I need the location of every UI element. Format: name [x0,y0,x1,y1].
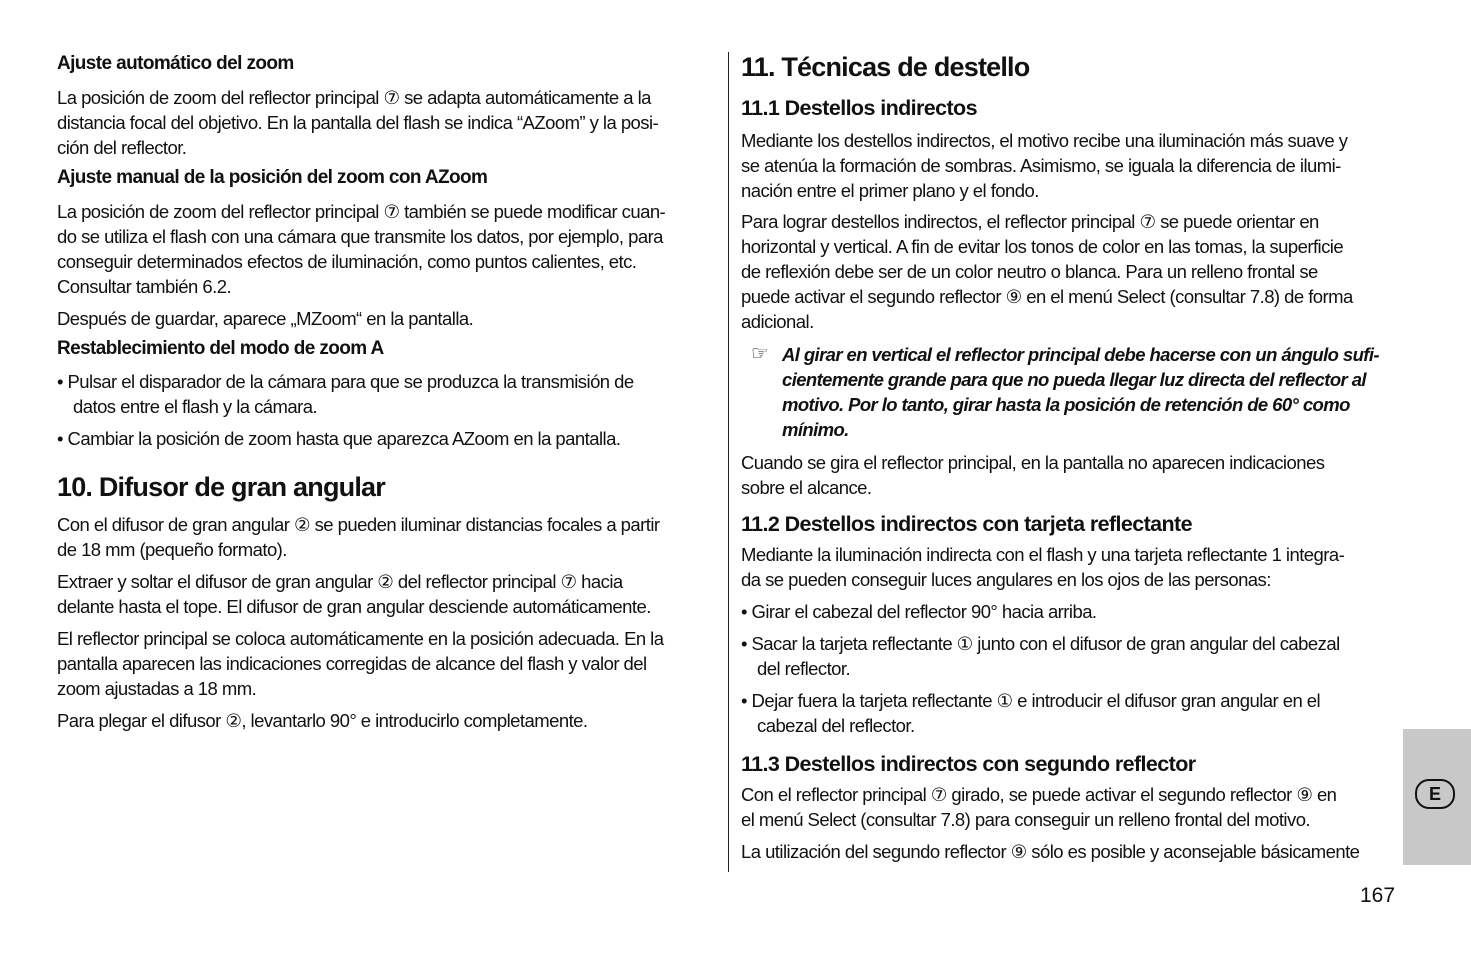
text-line: delante hasta el tope. El difusor de gran angular desciende automáticamente. [57,596,651,617]
s11-1-paragraph-1 [741,128,1401,203]
section-11-2-heading: 11.2 Destellos indirectos con tarjeta reflectante [741,512,1192,536]
text-line: La posición de zoom del reflector principal ⑦ también se puede modificar cuan- [57,201,666,222]
text-line: motivo. Por lo tanto, girar hasta la posición de retención de 60° como [782,394,1350,415]
text-line: Cuando se gira el reflector principal, en la pantalla no aparecen indicaciones [741,452,1325,473]
text-line: distancia focal del objetivo. En la pantalla del flash se indica “AZoom” y la posi- [57,112,659,133]
s11-3-paragraph-1 [741,782,1401,832]
text-line: Después de guardar, aparece „MZoom“ en la pantalla. [57,308,474,329]
text-line: Con el reflector principal ⑦ girado, se puede activar el segundo reflector ⑨ en [741,784,1337,805]
section-10-title: 10. Difusor de gran angular [57,472,385,502]
list-item: • Pulsar el disparador de la cámara para que se produzca la transmisión de [57,371,634,392]
section-11-title: 11. Técnicas de destello [741,52,1030,82]
s10-paragraph-4 [57,708,717,733]
s11-3-paragraph-2 [741,839,1401,864]
text-line: Mediante la iluminación indirecta con el flash y una tarjeta reflectante 1 integra- [741,544,1345,565]
text-line: sobre el alcance. [741,477,872,498]
text-line: do se utiliza el flash con una cámara que transmite los datos, por ejemplo, para [57,226,663,247]
text-line: zoom ajustadas a 18 mm. [57,678,257,699]
section-11-3-heading: 11.3 Destellos indirectos con segundo reflector [741,752,1196,776]
reset-bullet-1 [57,369,717,419]
text-line: Para lograr destellos indirectos, el reflector principal ⑦ se puede orientar en [741,211,1319,232]
list-item-continuation: cabezal del reflector. [757,715,915,736]
list-item: • Dejar fuera la tarjeta reflectante ① e introducir el difusor gran angular en el [741,690,1321,711]
text-line: conseguir determinados efectos de iluminación, como puntos calientes, etc. [57,251,637,272]
text-line: el menú Select (consultar 7.8) para conseguir un relleno frontal del motivo. [741,809,1311,830]
section-11-1-heading: 11.1 Destellos indirectos [741,96,977,120]
text-line: cientemente grande para que no pueda llegar luz directa del reflector al [782,369,1366,390]
list-item-continuation: datos entre el flash y la cámara. [73,396,318,417]
s11-2-bullet-3 [741,688,1401,738]
text-line: Mediante los destellos indirectos, el motivo recibe una iluminación más suave y [741,130,1348,151]
list-item: • Sacar la tarjeta reflectante ① junto con el difusor de gran angular del cabezal [741,633,1340,654]
text-line: nación entre el primer plano y el fondo. [741,180,1039,201]
s11-2-paragraph-1 [741,542,1401,592]
auto-zoom-heading: Ajuste automático del zoom [57,53,294,74]
after-save-paragraph [57,306,717,331]
text-line: Extraer y soltar el difusor de gran angular ② del reflector principal ⑦ hacia [57,571,623,592]
text-line: Al girar en vertical el reflector principal debe hacerse con un ángulo sufi- [782,344,1379,365]
text-line: adicional. [741,311,814,332]
language-tab-label: E [1415,779,1455,809]
text-line: La posición de zoom del reflector principal ⑦ se adapta automáticamente a la [57,87,651,108]
text-line: mínimo. [782,419,849,440]
s10-paragraph-1 [57,512,717,562]
list-item: • Girar el cabezal del reflector 90° hacia arriba. [741,601,1097,622]
pointing-hand-icon: ☞ [751,343,769,365]
text-line: La utilización del segundo reflector ⑨ sólo es posible y aconsejable básicamente [741,841,1360,862]
auto-zoom-paragraph [57,85,717,160]
manual-zoom-heading: Ajuste manual de la posición del zoom con AZoom [57,167,488,188]
s11-2-bullet-1 [741,599,1401,624]
text-line: de reflexión debe ser de un color neutro o blanca. Para un relleno frontal se [741,261,1318,282]
list-item: • Cambiar la posición de zoom hasta que aparezca AZoom en la pantalla. [57,428,621,449]
text-line: da se pueden conseguir luces angulares en los ojos de las personas: [741,569,1271,590]
text-line: puede activar el segundo reflector ⑨ en el menú Select (consultar 7.8) de forma [741,286,1353,307]
manual-zoom-paragraph [57,199,717,299]
column-divider [728,52,729,872]
s11-2-bullet-2 [741,631,1401,681]
text-line: Con el difusor de gran angular ② se pueden iluminar distancias focales a partir [57,514,660,535]
language-tab [1403,729,1471,865]
text-line: Consultar también 6.2. [57,276,232,297]
text-line: horizontal y vertical. A fin de evitar los tonos de color en las tomas, la superficie [741,236,1344,257]
note-text [782,342,1402,442]
s11-1-paragraph-2 [741,209,1401,334]
reset-bullet-2 [57,426,717,451]
list-item-continuation: del reflector. [757,658,851,679]
text-line: de 18 mm (pequeño formato). [57,539,287,560]
text-line: se atenúa la formación de sombras. Asimismo, se iguala la diferencia de ilumi- [741,155,1341,176]
s10-paragraph-2 [57,569,717,619]
reset-zoom-heading: Restablecimiento del modo de zoom A [57,338,384,359]
text-line: Para plegar el difusor ②, levantarlo 90° e introducirlo completamente. [57,710,588,731]
text-line: El reflector principal se coloca automáticamente en la posición adecuada. En la [57,628,664,649]
s11-1-paragraph-3 [741,450,1401,500]
s10-paragraph-3 [57,626,717,701]
text-line: ción del reflector. [57,137,187,158]
page-number: 167 [1360,884,1396,907]
text-line: pantalla aparecen las indicaciones corregidas de alcance del flash y valor del [57,653,647,674]
